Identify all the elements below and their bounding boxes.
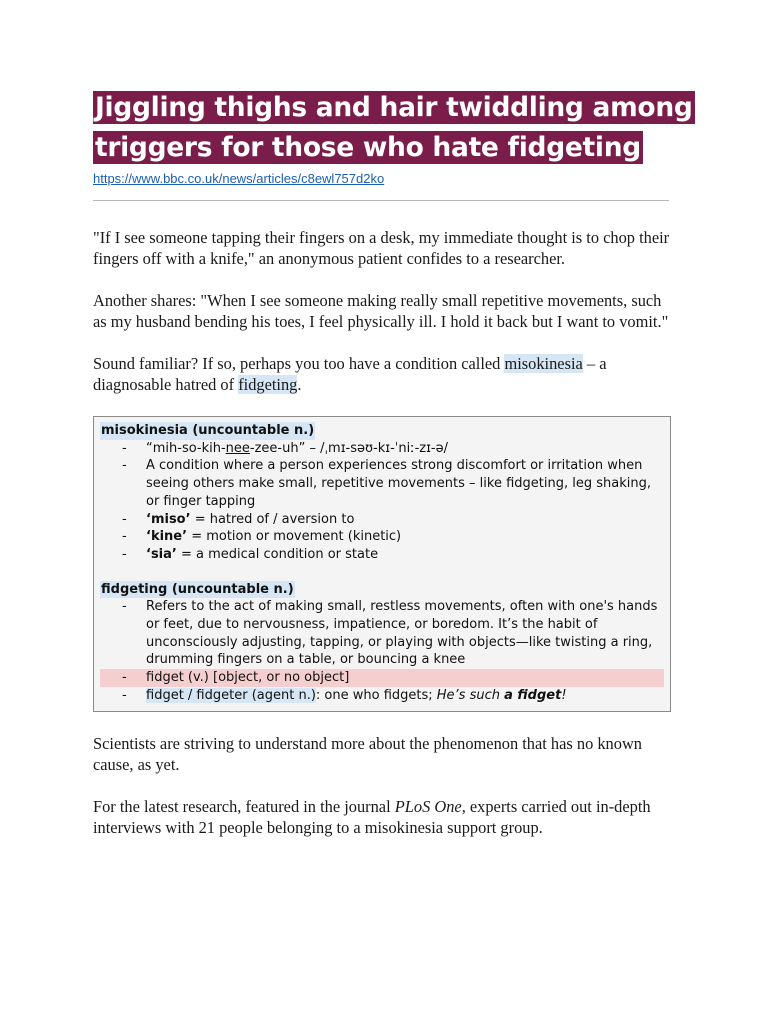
list-item-verb: - fidget (v.) [object, or no object] [100, 669, 664, 687]
paragraph-3: Sound familiar? If so, perhaps you too have a condition called misokinesia – a diagnosable hatred of fidgeting. [93, 354, 607, 394]
list-item-sia: - ‘sia’ = a medical condition or state [122, 546, 379, 562]
vocab-term-fidgeting: fidgeting (uncountable n.) [101, 581, 294, 597]
article-title [93, 88, 693, 168]
paragraph-1: "If I see someone tapping their fingers on a desk, my immediate thought is to chop their fingers off with a knife," an anonymous patient confides to a researcher. [93, 228, 670, 268]
article-source-link[interactable]: https://www.bbc.co.uk/news/articles/c8ewl757d2ko [93, 171, 385, 186]
bullet-dash: - [122, 458, 127, 474]
bullet-dash: - [122, 511, 127, 527]
highlight-fidgeting: fidgeting [238, 375, 298, 394]
journal-name: PLoS One [394, 796, 462, 816]
divider [93, 200, 669, 201]
bullet-dash: - [122, 687, 127, 703]
bullet-dash: - [122, 546, 127, 562]
bullet-dash: - [122, 440, 127, 456]
vocab-list-misokinesia [100, 440, 664, 564]
list-item-agent-noun: - fidget / fidgeter (agent n.): one who fidgets; He’s such a fidget! [122, 687, 567, 703]
vocab-list-fidgeting [100, 598, 664, 704]
article-page [93, 88, 693, 838]
list-item-definition: - Refers to the act of making small, restless movements, often with one's hands or feet, due to nervousness, impatience, or boredom. It’s the habit of unconsciously adjusting, tapping, or playing with objects—like twisting a ring, drumming fingers on a table, or bouncing a knee [122, 599, 658, 668]
list-item-definition: - A condition where a person experiences strong discomfort or irritation when seeing others make small, repetitive movements – like fidgeting, leg shaking, or finger tapping [122, 458, 651, 509]
list-item-kine: - ‘kine’ = motion or movement (kinetic) [122, 529, 402, 545]
bullet-dash: - [122, 599, 127, 615]
bullet-dash: - [122, 529, 127, 545]
paragraph-5: For the latest research, featured in the journal PLoS One, experts carried out in-depth interviews with 21 people belonging to a misokinesia support group. [93, 796, 651, 837]
bullet-dash: - [122, 670, 127, 686]
vocabulary-box [93, 416, 671, 712]
paragraph-2: Another shares: "When I see someone making really small repetitive movements, such as my husband bending his toes, I feel physically ill. I hold it back but I want to vomit." [93, 291, 669, 331]
list-item-pronunciation: - “mih-so-kih-nee-zee-uh” – /ˌmɪ-səʊ-kɪ-ˈniː-zɪ-ə/ [122, 440, 449, 456]
title-line-1: Jiggling thighs and hair twiddling among [95, 92, 693, 123]
highlight-misokinesia: misokinesia [504, 354, 583, 373]
title-line-2: triggers for those who hate fidgeting [95, 132, 641, 163]
list-item-miso: - ‘miso’ = hatred of / aversion to [122, 511, 355, 527]
paragraph-4: Scientists are striving to understand more about the phenomenon that has no known cause, as yet. [93, 733, 642, 774]
vocab-term-misokinesia: misokinesia (uncountable n.) [101, 423, 315, 438]
